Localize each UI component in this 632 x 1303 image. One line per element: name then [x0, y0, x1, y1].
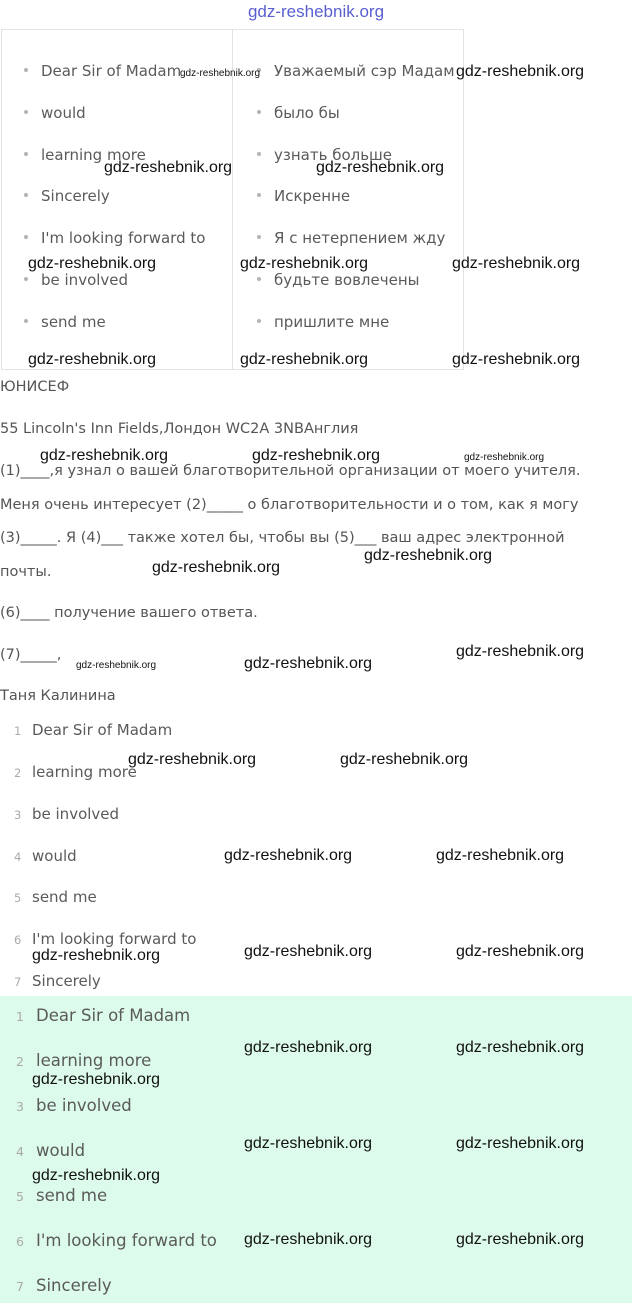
vocab-ru-5: Я с нетерпением жду	[257, 229, 445, 247]
bullet-icon	[24, 68, 28, 72]
watermark: gdz-reshebnik.org	[456, 1135, 585, 1152]
watermark: gdz-reshebnik.org	[456, 63, 585, 80]
watermark: gdz-reshebnik.org	[244, 943, 373, 960]
answer-item: 4 would	[16, 1141, 86, 1160]
watermark: gdz-reshebnik.org	[452, 351, 581, 368]
list-item: 7 Sincerely	[14, 972, 101, 990]
bullet-icon	[24, 319, 28, 323]
watermark: gdz-reshebnik.org	[32, 1167, 161, 1184]
watermark: gdz-reshebnik.org	[152, 559, 281, 576]
vocab-en-7: send me	[24, 313, 106, 331]
list-item: 5 send me	[14, 888, 97, 906]
letter-line-3: (3)_____. Я (4)___ также хотел бы, чтобы вы (5)___ ваш адрес электронной	[0, 530, 565, 546]
watermark: gdz-reshebnik.org	[464, 452, 545, 463]
answer-item: 3 be involved	[16, 1096, 132, 1115]
watermark: gdz-reshebnik.org	[240, 351, 369, 368]
watermark: gdz-reshebnik.org	[180, 68, 261, 79]
letter-organization: ЮНИСЕФ	[0, 379, 70, 395]
vocab-ru-4: Искренне	[257, 187, 350, 205]
header-watermark[interactable]: gdz-reshebnik.org	[247, 2, 385, 21]
watermark: gdz-reshebnik.org	[40, 447, 169, 464]
vocab-ru-6: будьте вовлечены	[257, 271, 420, 289]
watermark: gdz-reshebnik.org	[244, 1231, 373, 1248]
watermark: gdz-reshebnik.org	[240, 255, 369, 272]
vocab-en-2: would	[24, 104, 86, 122]
watermark: gdz-reshebnik.org	[28, 351, 157, 368]
bullet-icon	[257, 193, 261, 197]
watermark: gdz-reshebnik.org	[76, 660, 157, 671]
watermark: gdz-reshebnik.org	[28, 255, 157, 272]
watermark: gdz-reshebnik.org	[104, 159, 233, 176]
letter-signature: Таня Калинина	[0, 688, 116, 704]
letter-line-6: (7)_____,	[0, 647, 62, 663]
vocab-en-5: I'm looking forward to	[24, 229, 205, 247]
watermark: gdz-reshebnik.org	[32, 947, 161, 964]
vocab-en-1: Dear Sir of Madam	[24, 62, 181, 80]
bullet-icon	[257, 110, 261, 114]
vocab-ru-7: пришлите мне	[257, 313, 389, 331]
watermark: gdz-reshebnik.org	[456, 1039, 585, 1056]
watermark: gdz-reshebnik.org	[456, 1231, 585, 1248]
vocab-ru-3: узнать больше	[257, 146, 392, 164]
bullet-icon	[257, 235, 261, 239]
watermark: gdz-reshebnik.org	[244, 1039, 373, 1056]
bullet-icon	[24, 193, 28, 197]
bullet-icon	[257, 319, 261, 323]
vocab-ru-2: было бы	[257, 104, 340, 122]
vocab-en-4: Sincerely	[24, 187, 110, 205]
bullet-icon	[24, 277, 28, 281]
watermark: gdz-reshebnik.org	[456, 943, 585, 960]
vocab-ru-1: Уважаемый сэр Мадам	[257, 62, 455, 80]
answer-item: 2 learning more	[16, 1051, 152, 1070]
vocab-en-3: learning more	[24, 146, 146, 164]
bullet-icon	[24, 110, 28, 114]
watermark: gdz-reshebnik.org	[456, 643, 585, 660]
answer-item: 6 I'm looking forward to	[16, 1231, 217, 1250]
watermark: gdz-reshebnik.org	[244, 655, 373, 672]
list-item: 4 would	[14, 847, 77, 865]
watermark: gdz-reshebnik.org	[436, 847, 565, 864]
watermark: gdz-reshebnik.org	[244, 1135, 373, 1152]
letter-line-5: (6)____ получение вашего ответа.	[0, 605, 258, 621]
letter-line-2: Меня очень интересует (2)_____ о благотворительности и о том, как я могу	[0, 497, 579, 513]
vocab-en-6: be involved	[24, 271, 128, 289]
letter-line-1: (1)____,я узнал о вашей благотворительной организации от моего учителя.	[0, 463, 581, 479]
bullet-icon	[257, 152, 261, 156]
letter-line-4: почты.	[0, 564, 52, 580]
letter-address: 55 Lincoln's Inn Fields,Лондон WC2A 3NBАнглия	[0, 421, 359, 437]
list-item: 3 be involved	[14, 805, 120, 823]
watermark: gdz-reshebnik.org	[316, 159, 445, 176]
answer-item: 5 send me	[16, 1186, 108, 1205]
bullet-icon	[257, 277, 261, 281]
list-item: 1 Dear Sir of Madam	[14, 721, 173, 739]
answer-item: 1 Dear Sir of Madam	[16, 1006, 191, 1025]
watermark: gdz-reshebnik.org	[224, 847, 353, 864]
watermark: gdz-reshebnik.org	[452, 255, 581, 272]
watermark: gdz-reshebnik.org	[128, 751, 257, 768]
answer-item: 7 Sincerely	[16, 1276, 112, 1295]
list-item: 6 I'm looking forward to	[14, 930, 197, 948]
watermark: gdz-reshebnik.org	[364, 547, 493, 564]
bullet-icon	[24, 152, 28, 156]
watermark: gdz-reshebnik.org	[252, 447, 381, 464]
list-item: 2 learning more	[14, 763, 137, 781]
watermark: gdz-reshebnik.org	[32, 1071, 161, 1088]
table-divider	[232, 30, 233, 369]
bullet-icon	[24, 235, 28, 239]
watermark: gdz-reshebnik.org	[340, 751, 469, 768]
